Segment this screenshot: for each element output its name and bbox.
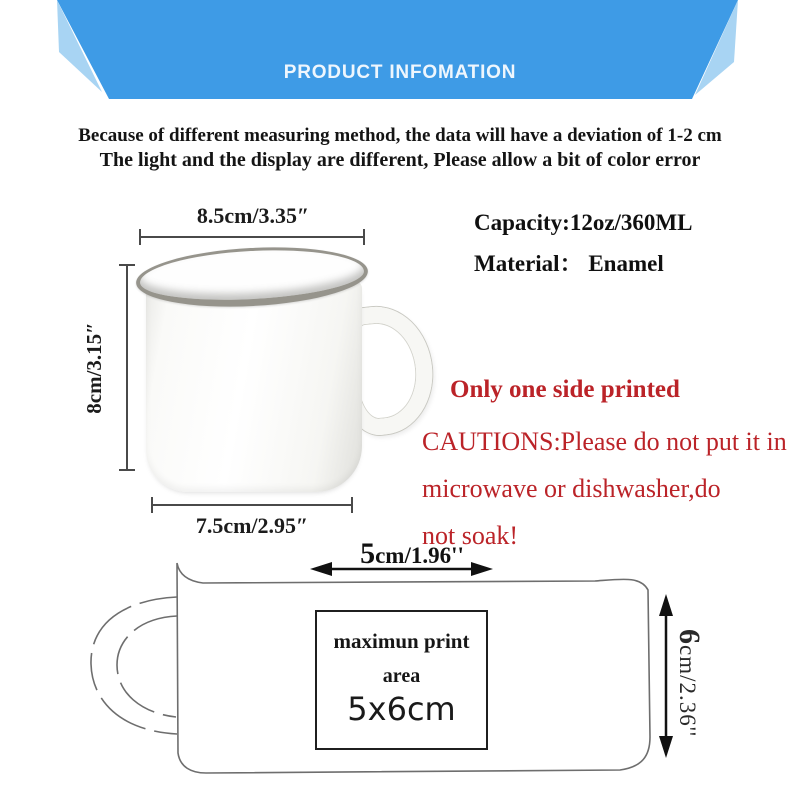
print-width-unit: cm/1.96'' <box>375 543 464 568</box>
mug-photo <box>136 248 446 498</box>
capacity-text: Capacity:12oz/360ML <box>474 210 693 235</box>
bottom-diameter-label: 7.5cm/2.95″ <box>195 513 309 538</box>
bottom-diameter-dimension-line <box>152 497 352 513</box>
disclaimer-line-1: Because of different measuring method, the data will have a deviation of 1-2 cm <box>78 125 722 146</box>
print-height-label <box>672 583 706 783</box>
banner-title: PRODUCT INFOMATION <box>283 62 517 83</box>
mug-body <box>146 282 362 492</box>
material-text: Material： Enamel <box>474 251 664 276</box>
caution-line-1: CAUTIONS:Please do not put it in <box>422 427 787 456</box>
disclaimer-block <box>0 124 800 173</box>
print-width-label <box>312 537 512 571</box>
specs-block <box>474 210 692 278</box>
print-height-arrow <box>659 594 673 758</box>
top-diameter-dimension-line <box>140 229 364 245</box>
one-side-printed-note: Only one side printed <box>450 376 680 403</box>
caution-line-2: microwave or dishwasher,do <box>422 474 721 503</box>
top-diameter-label: 8.5cm/3.35″ <box>196 203 310 228</box>
print-area-box <box>315 610 488 750</box>
disclaimer-line-2: The light and the display are different, Please allow a bit of color error <box>99 149 701 171</box>
caution-line-3: not soak! <box>422 521 519 550</box>
height-dimension-line <box>119 265 135 470</box>
print-area-line-2: area <box>382 665 421 687</box>
template-handle-inner-arc <box>117 616 177 717</box>
print-height-unit: cm/2.36'' <box>675 644 700 738</box>
print-area-line-1: maximun print <box>333 629 470 653</box>
banner-ribbon-shape <box>57 0 738 99</box>
print-height-value: 6 <box>673 628 706 645</box>
print-width-value: 5 <box>360 537 376 570</box>
print-area-size: 5x6cm <box>347 690 456 728</box>
height-label: 8cm/3.15″ <box>82 322 106 414</box>
